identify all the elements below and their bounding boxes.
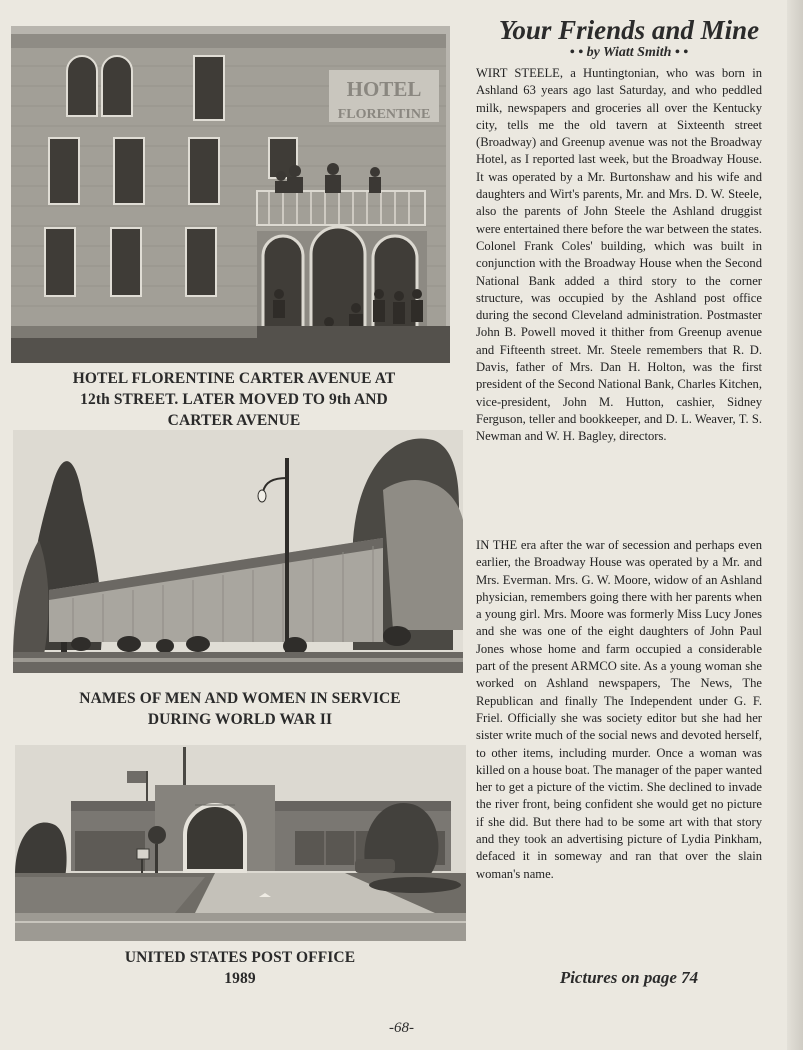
photo-caption-memorial — [14, 688, 466, 730]
post-office-photo — [15, 745, 466, 941]
caption-line: HOTEL FLORENTINE CARTER AVENUE AT — [72, 370, 396, 387]
caption-line: NAMES OF MEN AND WOMEN IN SERVICE — [79, 690, 401, 707]
caption-line: DURING WORLD WAR II — [147, 711, 333, 728]
caption-line: 1989 — [224, 970, 256, 987]
hotel-sign-text: HOTEL — [346, 77, 422, 101]
article-paragraph: IN THE era after the war of secession and perhaps even earlier, the Broadway House was operated by a Mr. and Mrs. Everman. Mrs. G. W. Moore, widow of an Ashland physician, remembers going there with her parents when a young girl. Mrs. Moore was formerly Miss Lucy Jones and she was one of the eight daughters of John Paul Jones whose home and farm occupied a considerable part of the present ARMCO site. As a young woman she worked on Ashland newspapers, The News, The Republican and finally The Independent under G. F. Friel. Officially she was society editor but she had her sister write much of the social news and devoted herself, to other items, including murder. Once a woman was killed on a house boat. The manager of the paper wanted her to get a picture of the victim. She declined to invade the river front, being confident she would get no picture if she did. But there had to be some art with that story and they took an advertising picture of Lydia Pinkham, defaced it in someway and ran that over the slain woman's name. — [476, 538, 762, 881]
hotel-sign-text-2: FLORENTINE — [337, 107, 431, 122]
hotel-florentine-photo — [11, 26, 450, 363]
pictures-page-note: Pictures on page 74 — [559, 968, 699, 987]
article-byline: • • by Wiatt Smith • • — [569, 45, 689, 60]
page-edge-shadow — [787, 0, 803, 1050]
photo-caption-hotel — [14, 368, 454, 431]
photo-caption-post-office — [14, 947, 466, 989]
article-paragraph: WIRT STEELE, a Huntingtonian, who was born in Ashland 63 years ago last Saturday, and who peddled milk, newspapers and groceries all over the Kentucky city, tells me the old tavern at Sixteenth street (Broadway) and Greenup avenue was not the Broadway Hotel, as I reported last week, but the Broadway House. It was operated by a Mr. Burtonshaw and his wife and daughters and Wirt's parents, Mr. and Mrs. D. W. Steele, also the parents of John Steele the Ashland druggist were entertained there before the war between the states. Colonel Frank Coles' building, which was built in conjunction with the Broadway House when the Second National Bank added a third story to the corner structure, was occupied by the Ashland post office during the second Cleveland administration. Postmaster John B. Powell moved it thither from Greenup avenue and Fifteenth street. Mr. Steele remembers that R. D. Davis, father of Mrs. Dan H. Holton, was the first president of the Second National Bank, Charles Kitchen, vice-president, John M. Hutton, cashier, Sidney Ferguson, teller and bookkeeper, and D. L. Weaver, T. S. Newman and W. H. Bagley, directors. — [476, 66, 762, 444]
caption-line: 12th STREET. LATER MOVED TO 9th AND — [80, 391, 388, 408]
caption-line: UNITED STATES POST OFFICE — [124, 949, 356, 966]
page-number: -68- — [389, 1020, 414, 1036]
caption-line: CARTER AVENUE — [167, 412, 301, 429]
article-title: Your Friends and Mine — [498, 15, 760, 45]
wwii-memorial-photo — [13, 430, 463, 673]
